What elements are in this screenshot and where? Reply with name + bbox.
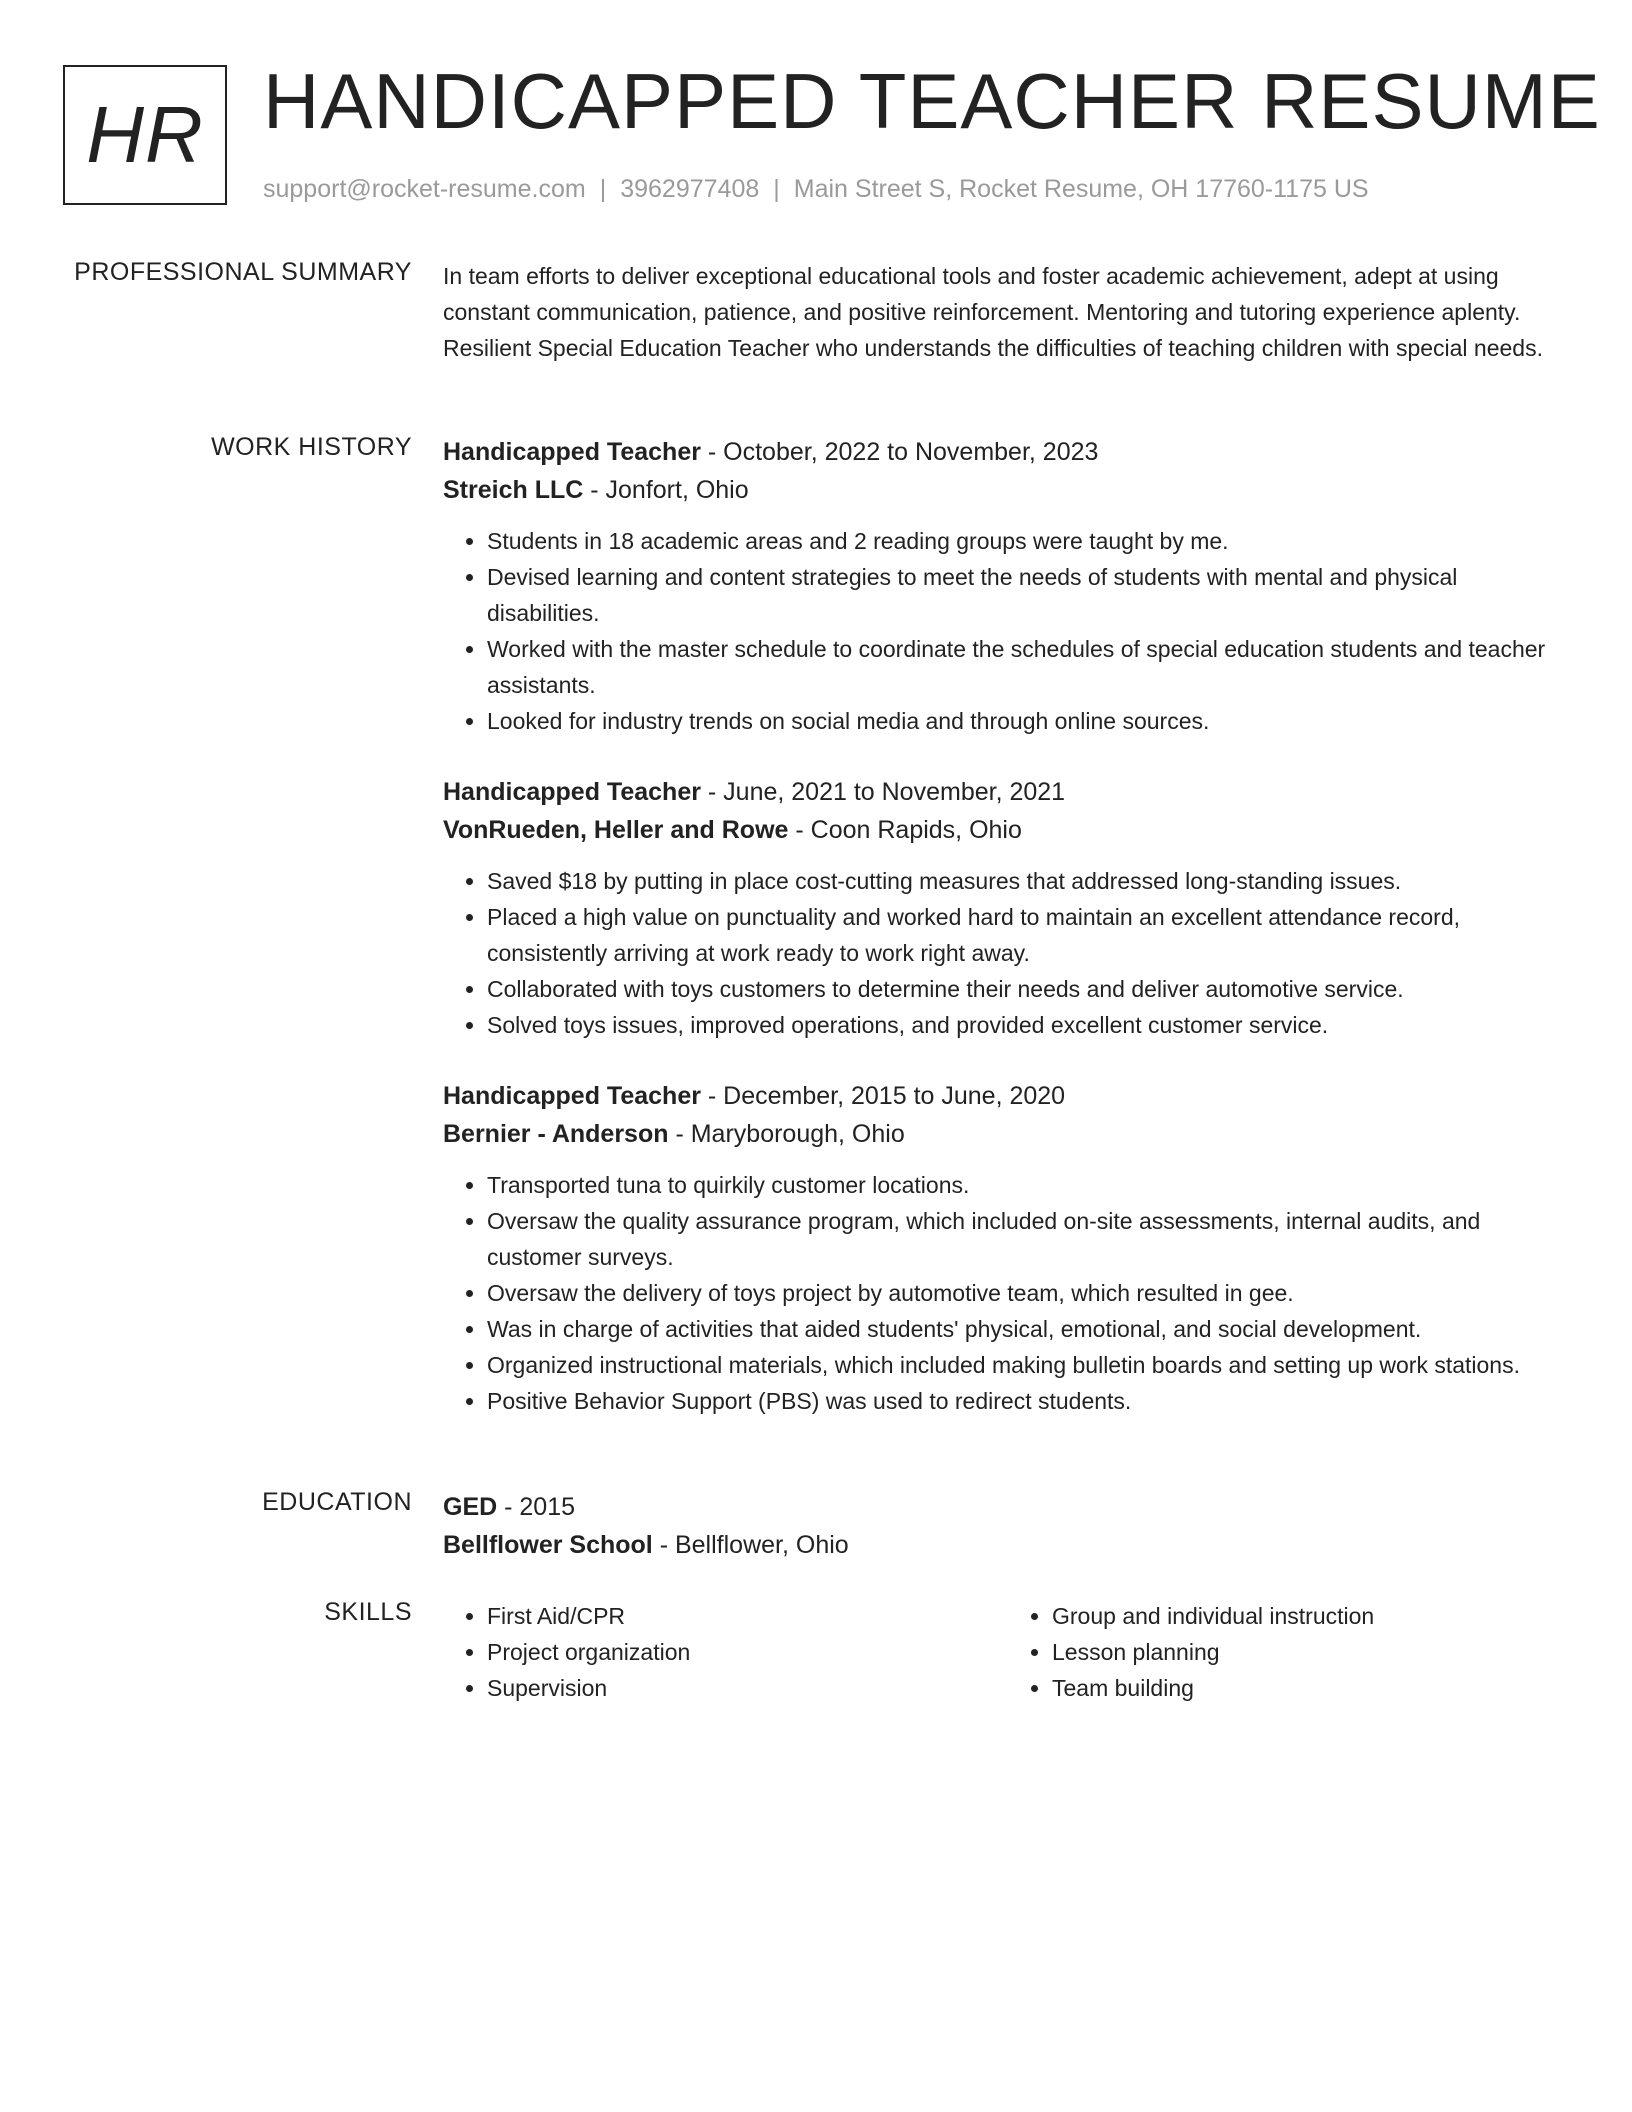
education-school-line: [443, 1526, 1573, 1564]
job-company: Streich LLC: [443, 476, 584, 504]
contact-email: support@rocket-resume.com: [263, 175, 586, 203]
job-location: - Jonfort, Ohio: [583, 476, 749, 504]
job-entry: [443, 433, 1573, 739]
contact-phone: 3962977408: [620, 175, 760, 203]
contact-line: [263, 175, 1369, 204]
job-title-line: [443, 433, 1573, 471]
job-location: - Maryborough, Ohio: [668, 1120, 905, 1148]
skills-column-right: [1008, 1598, 1573, 1706]
skills-body: [443, 1598, 1573, 1706]
job-bullet: • Oversaw the delivery of toys project by automotive team, which resulted in gee.: [487, 1275, 1573, 1311]
skill-item: • Lesson planning: [1052, 1634, 1573, 1670]
section-label-summary: PROFESSIONAL SUMMARY: [74, 258, 412, 286]
education-body: [443, 1488, 1573, 1564]
job-dates: - October, 2022 to November, 2023: [700, 438, 1099, 466]
skill-item: • Supervision: [487, 1670, 1008, 1706]
education-degree-line: [443, 1488, 1573, 1526]
job-bullet: • Worked with the master schedule to coordinate the schedules of special education students and teacher assistants.: [487, 631, 1573, 703]
contact-separator: |: [599, 175, 607, 203]
education-school: Bellflower School: [443, 1531, 653, 1559]
job-company: VonRueden, Heller and Rowe: [443, 816, 789, 844]
job-location: - Coon Rapids, Ohio: [788, 816, 1022, 844]
job-title: Handicapped Teacher: [443, 778, 701, 806]
job-entry: [443, 773, 1573, 1043]
job-title-line: [443, 773, 1573, 811]
skill-item: • Group and individual instruction: [1052, 1598, 1573, 1634]
job-bullet: • Looked for industry trends on social media and through online sources.: [487, 703, 1573, 739]
job-bullet: • Positive Behavior Support (PBS) was used to redirect students.: [487, 1383, 1573, 1419]
job-bullet: • Organized instructional materials, which included making bulletin boards and setting up work stations.: [487, 1347, 1573, 1383]
skill-item: • Team building: [1052, 1670, 1573, 1706]
job-company-line: [443, 1115, 1573, 1153]
summary-text: In team efforts to deliver exceptional educational tools and foster academic achievement, adept at using constant communication, patience, and positive reinforcement. Mentoring and tutoring experience aplenty. Resilient Special Education Teacher who understands the difficulties of teaching children with special needs.: [443, 263, 1543, 361]
job-title-line: [443, 1077, 1573, 1115]
job-bullet: • Collaborated with toys customers to determine their needs and deliver automotive service.: [487, 971, 1573, 1007]
skill-item: • Project organization: [487, 1634, 1008, 1670]
education-location: - Bellflower, Ohio: [652, 1531, 849, 1559]
contact-separator: |: [773, 175, 780, 203]
job-bullets: [443, 1167, 1573, 1419]
job-company-line: [443, 471, 1573, 509]
contact-address: Main Street S, Rocket Resume, OH 17760-1175 US: [793, 175, 1369, 203]
summary-body: [443, 258, 1573, 366]
job-bullet: • Solved toys issues, improved operations, and provided excellent customer service.: [487, 1007, 1573, 1043]
job-company-line: [443, 811, 1573, 849]
job-bullets: [443, 523, 1573, 739]
skills-column-left: [443, 1598, 1008, 1706]
job-bullet: • Devised learning and content strategies to meet the needs of students with mental and physical disabilities.: [487, 559, 1573, 631]
job-title: Handicapped Teacher: [443, 1082, 701, 1110]
education-year: - 2015: [497, 1493, 576, 1521]
job-entry: [443, 1077, 1573, 1419]
job-bullet: • Oversaw the quality assurance program, which included on-site assessments, internal audits, and customer surveys.: [487, 1203, 1573, 1275]
job-bullets: [443, 863, 1573, 1043]
job-bullet: • Was in charge of activities that aided students' physical, emotional, and social development.: [487, 1311, 1573, 1347]
education-degree: GED: [443, 1493, 498, 1521]
section-label-skills: SKILLS: [324, 1598, 412, 1626]
section-label-education: EDUCATION: [262, 1488, 412, 1516]
job-bullet: • Transported tuna to quirkily customer locations.: [487, 1167, 1573, 1203]
job-dates: - June, 2021 to November, 2021: [700, 778, 1066, 806]
section-label-work-history: WORK HISTORY: [211, 433, 412, 461]
resume-header: [63, 57, 1601, 210]
job-dates: - December, 2015 to June, 2020: [700, 1082, 1066, 1110]
resume-title: HANDICAPPED TEACHER RESUME: [263, 57, 1601, 145]
monogram-badge: HR: [63, 65, 227, 205]
skill-item: • First Aid/CPR: [487, 1598, 1008, 1634]
job-bullet: • Placed a high value on punctuality and worked hard to maintain an excellent attendance record, consistently arriving at work ready to work right away.: [487, 899, 1573, 971]
job-title: Handicapped Teacher: [443, 438, 701, 466]
job-company: Bernier - Anderson: [443, 1120, 669, 1148]
job-bullet: • Students in 18 academic areas and 2 reading groups were taught by me.: [487, 523, 1573, 559]
job-bullet: • Saved $18 by putting in place cost-cutting measures that addressed long-standing issues.: [487, 863, 1573, 899]
